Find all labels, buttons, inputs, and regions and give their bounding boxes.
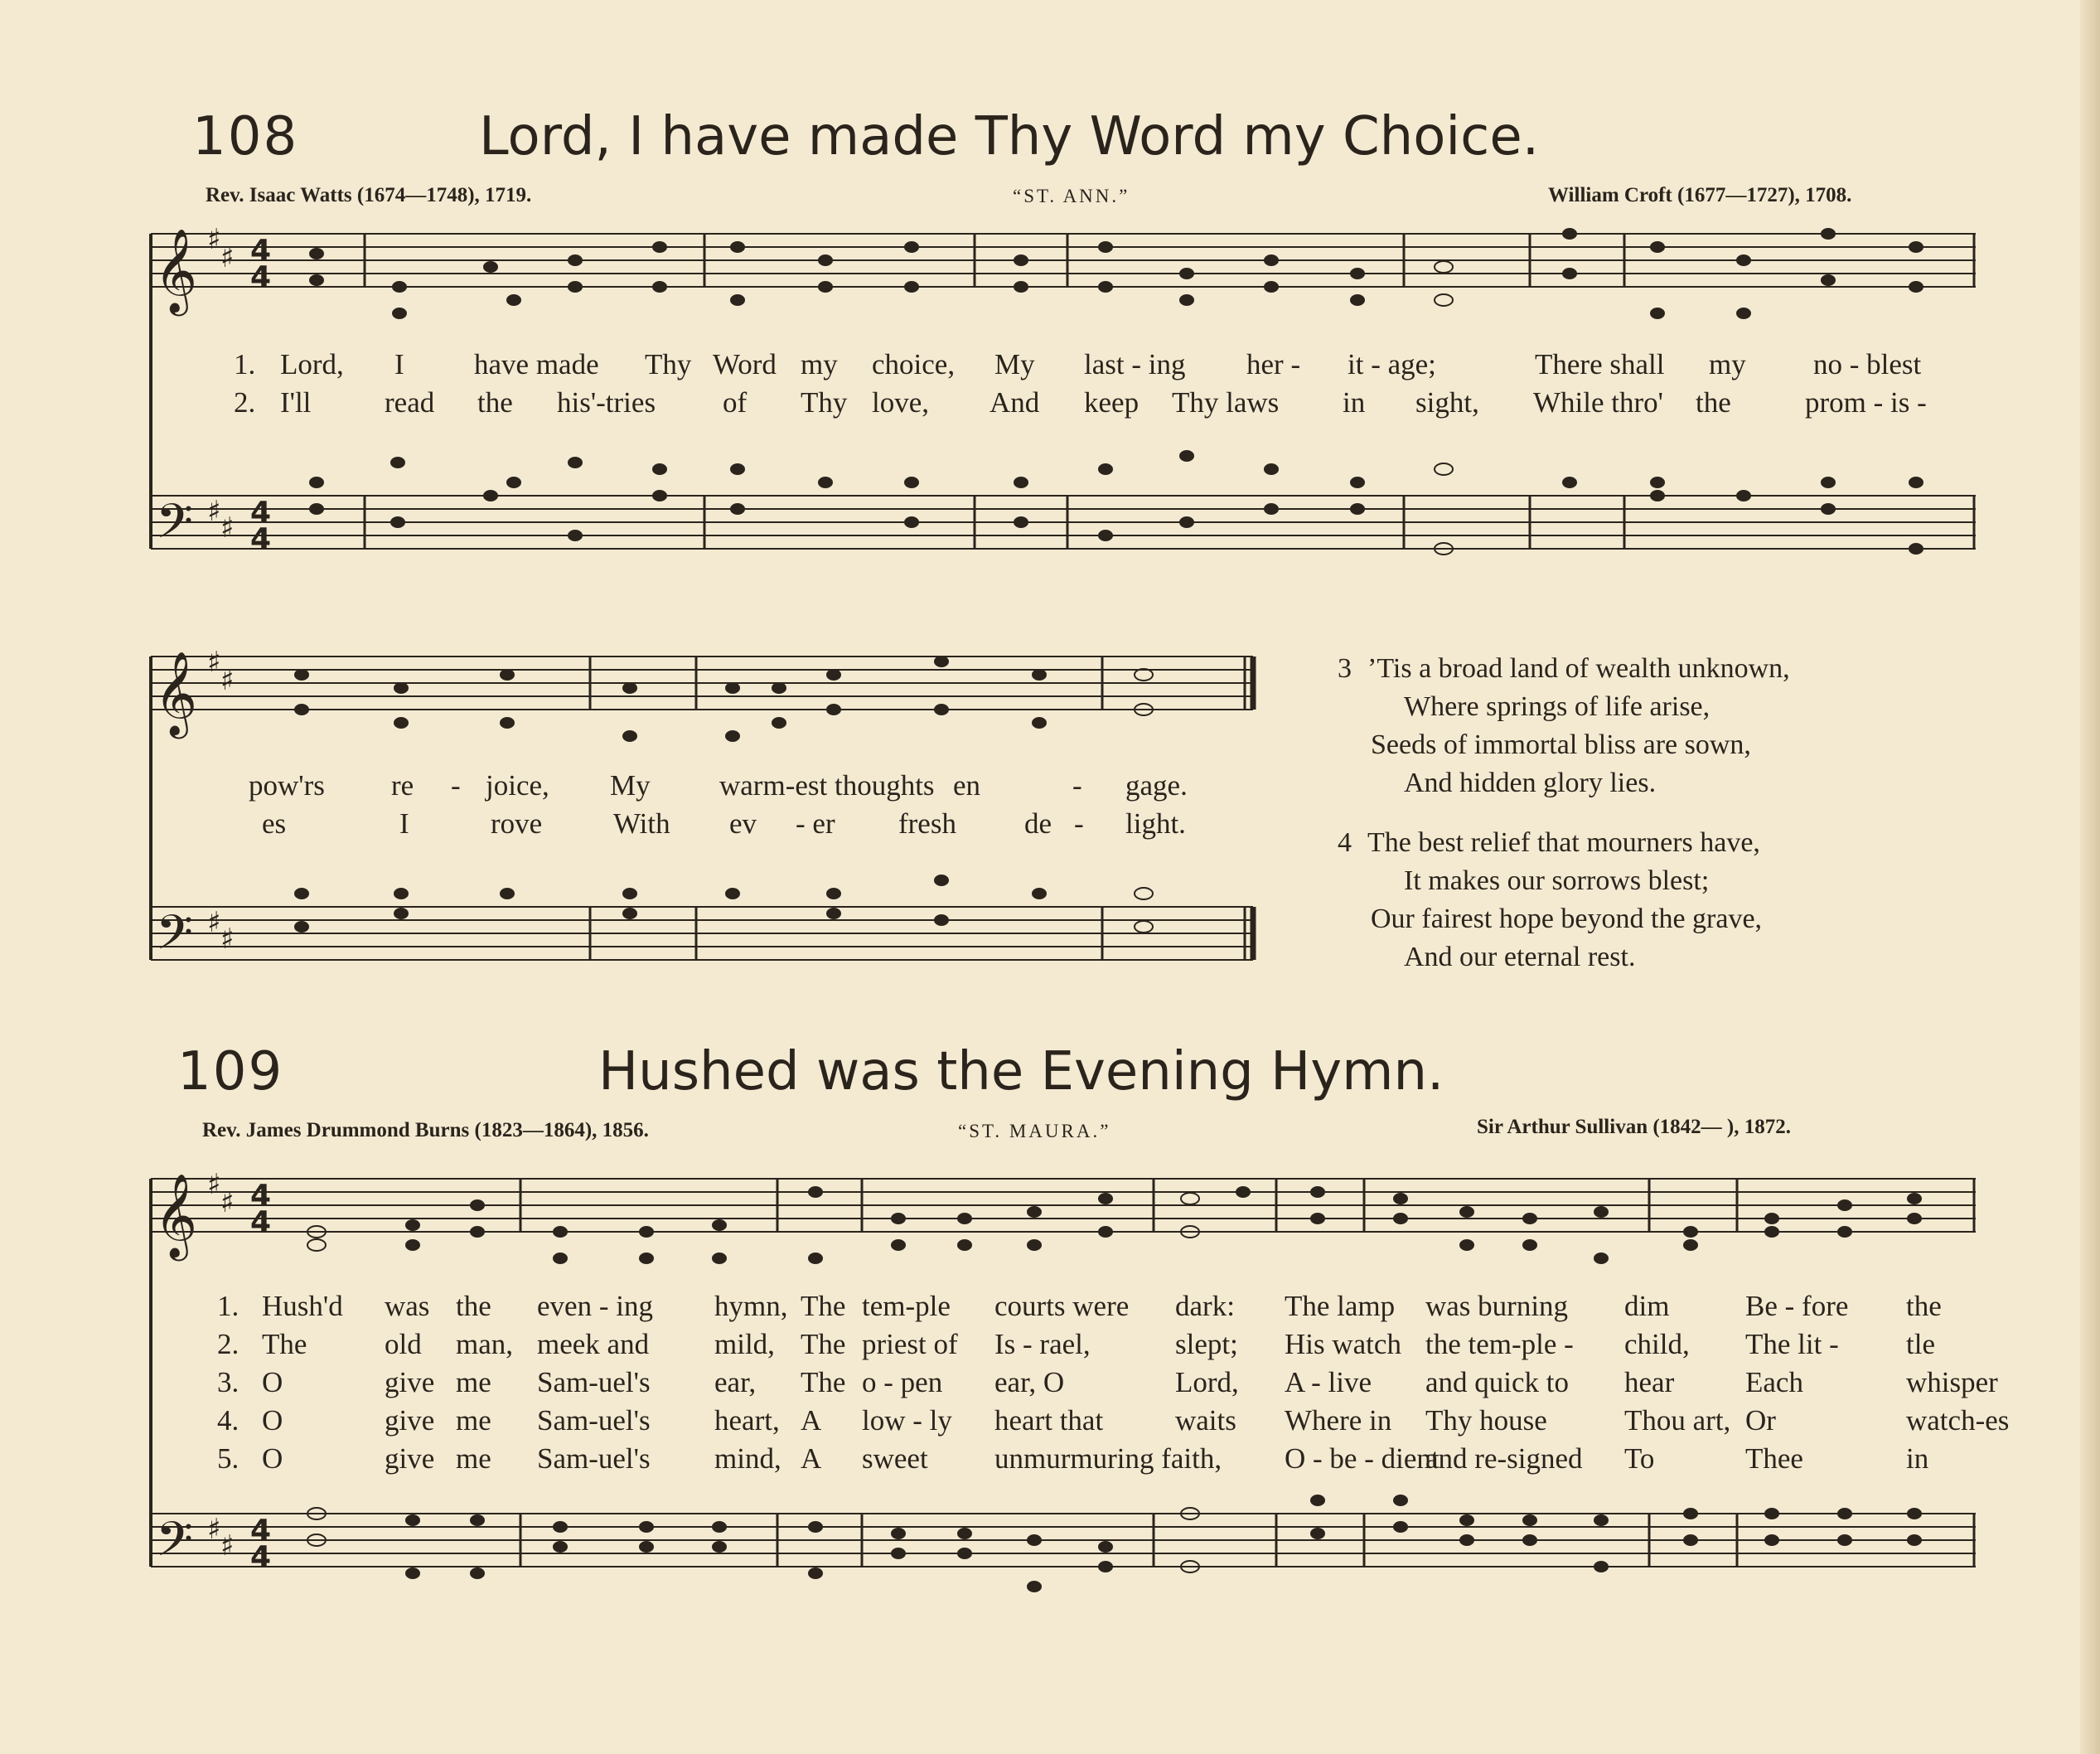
lyric-syllable: sweet xyxy=(862,1442,928,1475)
lyric-syllable: in xyxy=(1906,1442,1929,1475)
lyric-syllable: Sam-uel's xyxy=(537,1404,651,1437)
hymn-108-system-1-treble-staff xyxy=(151,234,1976,287)
lyric-syllable: whisper xyxy=(1906,1366,1998,1398)
lyric-syllable: gage. xyxy=(1125,769,1188,802)
bass-clef-icon: 𝄢 xyxy=(156,1511,194,1579)
hymn-108-system-2-bass-staff xyxy=(151,907,1253,960)
lyric-syllable: keep xyxy=(1084,386,1140,419)
stanza-line: And our eternal rest. xyxy=(1404,942,1636,972)
lyric-syllable: His watch xyxy=(1285,1328,1401,1360)
lyric-syllable: fresh xyxy=(898,807,956,840)
lyric-syllable: Thee xyxy=(1745,1442,1803,1475)
lyric-syllable: the xyxy=(456,1290,491,1322)
svg-text:♯: ♯ xyxy=(207,906,221,939)
lyric-syllable: hymn, xyxy=(714,1290,788,1322)
hymn-108-stanza-4 xyxy=(1338,824,1762,976)
lyric-syllable: There shall xyxy=(1535,348,1665,380)
svg-text:♯: ♯ xyxy=(220,664,235,697)
svg-text:♯: ♯ xyxy=(220,1186,235,1219)
stanza-number: 4 xyxy=(1338,827,1352,858)
bass-clef-icon: 𝄢 xyxy=(156,904,194,972)
lyric-syllable: Thy house xyxy=(1425,1404,1547,1437)
lyric-syllable: unmurmuring faith, xyxy=(994,1442,1222,1475)
lyric-syllable: the xyxy=(1906,1290,1942,1322)
lyric-syllable: Thy laws xyxy=(1172,386,1280,419)
lyric-syllable: and re-signed xyxy=(1425,1442,1583,1475)
bass-clef-icon: 𝄢 xyxy=(156,493,194,561)
lyric-syllable: have made xyxy=(474,348,599,380)
lyric-syllable: heart, xyxy=(714,1404,780,1437)
hymn-109-number: 109 xyxy=(177,1041,284,1102)
hymn-109-music-credit: Sir Arthur Sullivan (1842— ), 1872. xyxy=(1477,1116,1791,1138)
lyric-syllable: The xyxy=(262,1328,307,1360)
lyric-syllable: pow'rs xyxy=(249,769,325,802)
lyric-syllable: last - ing xyxy=(1084,348,1186,380)
stanza-line: Where springs of life arise, xyxy=(1404,691,1710,722)
lyric-syllable: Sam-uel's xyxy=(537,1366,651,1398)
stanza-line: ’Tis a broad land of wealth unknown, xyxy=(1367,653,1790,684)
lyric-syllable: My xyxy=(610,769,651,802)
lyric-syllable: - xyxy=(451,769,461,802)
lyric-syllable: priest of xyxy=(862,1328,958,1360)
lyric-syllable: mind, xyxy=(714,1442,781,1475)
lyric-syllable: O xyxy=(262,1442,283,1475)
lyric-syllable: re xyxy=(391,769,414,802)
lyric-syllable: and quick to xyxy=(1425,1366,1570,1398)
lyric-syllable: en xyxy=(953,769,981,802)
verse-number: 2. xyxy=(217,1328,240,1360)
lyric-syllable: it - age; xyxy=(1348,348,1436,380)
svg-text:♯: ♯ xyxy=(207,1513,221,1546)
lyric-syllable: dim xyxy=(1624,1290,1670,1322)
lyric-syllable: Lord, xyxy=(1175,1366,1239,1398)
verse-number: 3. xyxy=(217,1366,240,1398)
lyric-syllable: my xyxy=(1709,348,1746,380)
lyric-syllable: even - ing xyxy=(537,1290,653,1322)
svg-text:4: 4 xyxy=(250,1179,272,1213)
lyric-syllable: Each xyxy=(1745,1366,1803,1398)
svg-text:♯: ♯ xyxy=(220,241,235,274)
svg-text:♯: ♯ xyxy=(207,495,221,528)
svg-text:4: 4 xyxy=(250,496,272,530)
lyric-syllable: Lord, xyxy=(280,348,344,380)
svg-text:4: 4 xyxy=(250,1540,272,1574)
lyric-syllable: was xyxy=(385,1290,430,1322)
lyric-syllable: I xyxy=(394,348,404,380)
lyric-syllable: give xyxy=(385,1404,435,1437)
lyric-syllable: her - xyxy=(1246,348,1301,380)
lyric-syllable: hear xyxy=(1624,1366,1675,1398)
lyric-syllable: old xyxy=(385,1328,422,1360)
hymn-108-tune-name: “ST. ANN.” xyxy=(1013,186,1130,206)
treble-clef-icon: 𝄞 xyxy=(154,650,198,735)
stanza-line: The best relief that mourners have, xyxy=(1367,827,1760,858)
svg-text:4: 4 xyxy=(250,1514,272,1548)
lyric-syllable: es xyxy=(262,807,287,840)
svg-text:4: 4 xyxy=(250,234,272,268)
lyric-syllable: man, xyxy=(456,1328,514,1360)
hymn-109-tune-name: “ST. MAURA.” xyxy=(958,1121,1111,1141)
stanza-line: Our fairest hope beyond the grave, xyxy=(1371,904,1763,934)
lyric-syllable: The xyxy=(801,1290,846,1322)
hymn-108-music-credit: William Croft (1677—1727), 1708. xyxy=(1548,184,1852,206)
hymn-108-final-barline xyxy=(1245,657,1253,960)
lyric-syllable: The xyxy=(801,1328,846,1360)
svg-text:4: 4 xyxy=(250,1205,272,1239)
verse-number: 5. xyxy=(217,1442,240,1475)
lyric-syllable: I xyxy=(399,807,409,840)
stanza-line: It makes our sorrows blest; xyxy=(1404,865,1710,896)
lyric-syllable: Sam-uel's xyxy=(537,1442,651,1475)
lyric-syllable: o - pen xyxy=(862,1366,943,1398)
lyric-syllable: child, xyxy=(1624,1328,1690,1360)
lyric-syllable: watch-es xyxy=(1906,1404,2010,1437)
lyric-syllable: the tem-ple - xyxy=(1425,1328,1574,1360)
hymn-108-title: Lord, I have made Thy Word my Choice. xyxy=(479,106,1540,167)
lyric-syllable: choice, xyxy=(872,348,956,380)
svg-text:♯: ♯ xyxy=(220,923,235,956)
lyric-syllable: de xyxy=(1024,807,1052,840)
lyric-syllable: A xyxy=(801,1404,822,1437)
hymn-108-system-2-treble-staff xyxy=(151,657,1253,710)
treble-clef-icon: 𝄞 xyxy=(154,1172,198,1257)
hymn-108-words-credit: Rev. Isaac Watts (1674—1748), 1719. xyxy=(206,184,532,206)
lyric-syllable: mild, xyxy=(714,1328,775,1360)
hymn-109-title: Hushed was the Evening Hymn. xyxy=(598,1041,1444,1102)
svg-text:♯: ♯ xyxy=(207,223,221,256)
lyric-syllable: ear, O xyxy=(994,1366,1065,1398)
lyric-syllable: O xyxy=(262,1366,283,1398)
stanza-number: 3 xyxy=(1338,653,1352,684)
lyric-syllable: love, xyxy=(872,386,930,419)
lyric-syllable: in xyxy=(1343,386,1366,419)
hymn-109-bass-staff xyxy=(151,1514,1976,1567)
lyric-syllable: - xyxy=(1074,807,1084,840)
hymn-109-treble-staff xyxy=(151,1179,1976,1232)
lyric-syllable: Is - rael, xyxy=(994,1328,1091,1360)
lyric-syllable: My xyxy=(994,348,1035,380)
verse-number: 1. xyxy=(217,1290,240,1322)
lyric-syllable: The lit - xyxy=(1745,1328,1839,1360)
hymn-108-verse-1-number: 1. xyxy=(234,348,256,380)
lyric-syllable: me xyxy=(456,1366,491,1398)
lyric-syllable: The xyxy=(801,1366,846,1398)
lyric-syllable: While thro' xyxy=(1533,386,1663,419)
lyric-syllable: sight, xyxy=(1415,386,1479,419)
lyric-syllable: - xyxy=(1072,769,1082,802)
lyric-syllable: the xyxy=(477,386,513,419)
lyric-syllable: low - ly xyxy=(862,1404,952,1437)
lyric-syllable: me xyxy=(456,1442,491,1475)
lyric-syllable: heart that xyxy=(994,1404,1104,1437)
lyric-syllable: Word xyxy=(713,348,777,380)
lyric-syllable: was burning xyxy=(1425,1290,1569,1322)
verse-number: 4. xyxy=(217,1404,240,1437)
lyric-syllable: courts were xyxy=(994,1290,1130,1322)
lyric-syllable: light. xyxy=(1125,807,1186,840)
lyric-syllable: give xyxy=(385,1442,435,1475)
lyric-syllable: the xyxy=(1696,386,1731,419)
lyric-syllable: of xyxy=(723,386,748,419)
lyric-syllable: To xyxy=(1624,1442,1655,1475)
lyric-syllable: slept; xyxy=(1175,1328,1238,1360)
lyric-syllable: waits xyxy=(1175,1404,1236,1437)
lyric-syllable: Thy xyxy=(645,348,692,380)
lyric-syllable: I'll xyxy=(280,386,312,419)
hymn-109-words-credit: Rev. James Drummond Burns (1823—1864), 1856. xyxy=(202,1119,649,1141)
lyric-syllable: warm-est thoughts xyxy=(719,769,935,802)
key-signature-sharp-icon xyxy=(207,223,234,1563)
lyric-syllable: Thou art, xyxy=(1624,1404,1731,1437)
svg-text:♯: ♯ xyxy=(207,1168,221,1201)
svg-text:♯: ♯ xyxy=(220,511,235,545)
hymn-108-stanza-3 xyxy=(1338,650,1790,802)
lyric-syllable: prom - is - xyxy=(1805,386,1927,419)
lyric-syllable: give xyxy=(385,1366,435,1398)
svg-text:♯: ♯ xyxy=(220,1529,235,1563)
lyric-syllable: The lamp xyxy=(1285,1290,1396,1322)
lyric-syllable: A xyxy=(801,1442,822,1475)
lyric-syllable: - er xyxy=(796,807,835,840)
lyric-syllable: my xyxy=(801,348,838,380)
lyric-syllable: Hush'd xyxy=(262,1290,343,1322)
lyric-syllable: no - blest xyxy=(1813,348,1922,380)
lyric-syllable: ear, xyxy=(714,1366,757,1398)
lyric-syllable: And xyxy=(990,386,1040,419)
lyric-syllable: Be - fore xyxy=(1745,1290,1849,1322)
lyric-syllable: tle xyxy=(1906,1328,1935,1360)
lyric-syllable: his'-tries xyxy=(557,386,656,419)
svg-text:4: 4 xyxy=(250,260,272,294)
lyric-syllable: joice, xyxy=(486,769,549,802)
svg-text:♯: ♯ xyxy=(207,646,221,679)
hymn-108-verse-2-number: 2. xyxy=(234,386,256,419)
lyric-syllable: rove xyxy=(491,807,543,840)
stanza-line: Seeds of immortal bliss are sown, xyxy=(1371,729,1751,760)
lyric-syllable: read xyxy=(385,386,435,419)
lyric-syllable: meek and xyxy=(537,1328,650,1360)
lyric-syllable: O - be - dient xyxy=(1285,1442,1440,1475)
lyric-syllable: dark: xyxy=(1175,1290,1235,1322)
lyric-syllable: tem-ple xyxy=(862,1290,951,1322)
stanza-line: And hidden glory lies. xyxy=(1404,768,1657,798)
lyric-syllable: Where in xyxy=(1285,1404,1392,1437)
lyric-syllable: Or xyxy=(1745,1404,1776,1437)
lyric-syllable: Thy xyxy=(801,386,848,419)
lyric-syllable: ev xyxy=(729,807,757,840)
hymn-108-number: 108 xyxy=(192,106,299,167)
treble-clef-icon: 𝄞 xyxy=(154,227,198,313)
lyric-syllable: A - live xyxy=(1285,1366,1372,1398)
lyric-syllable: me xyxy=(456,1404,491,1437)
lyric-syllable: O xyxy=(262,1404,283,1437)
hymn-108-system-1-bass-staff xyxy=(151,496,1976,549)
svg-text:4: 4 xyxy=(250,522,272,556)
lyric-syllable: With xyxy=(613,807,670,840)
